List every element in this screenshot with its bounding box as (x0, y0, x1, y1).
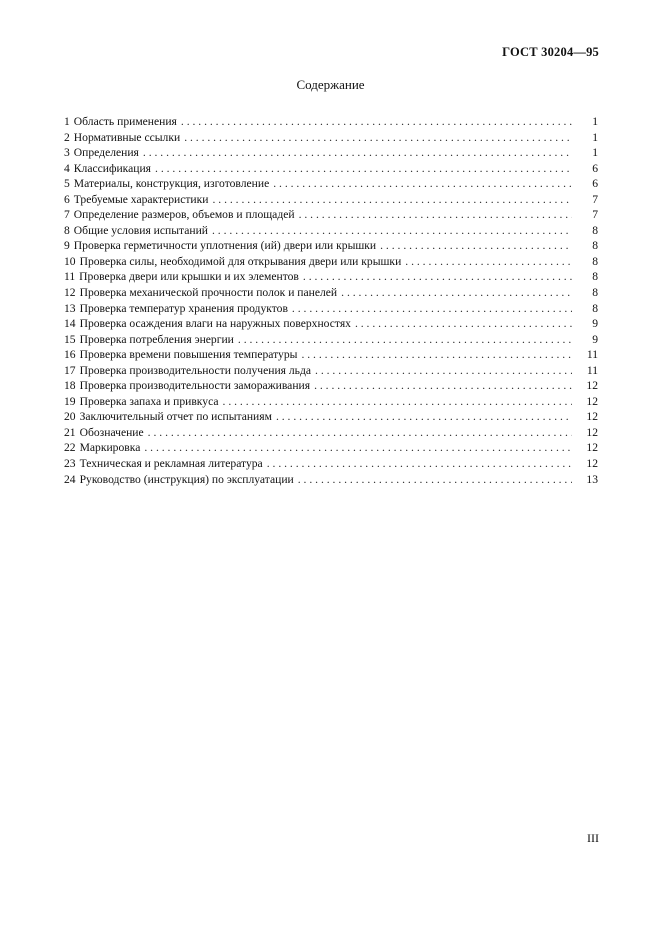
toc-entry-title: Проверка осаждения влаги на наружных поверхностях (79, 317, 351, 331)
toc-dot-leader (292, 301, 572, 316)
toc-entry-number: 4 (64, 161, 70, 175)
toc-entry-title: Техническая и рекламная литература (79, 457, 263, 471)
toc-dot-leader (155, 161, 572, 176)
toc-entry-title: Материалы, конструкция, изготовление (73, 177, 270, 191)
toc-entry-number: 14 (64, 317, 76, 331)
toc-entry-number: 17 (64, 363, 76, 377)
toc-entry-page: 12 (586, 379, 598, 393)
toc-entry-page: 8 (592, 301, 598, 315)
toc-dot-leader (299, 207, 572, 222)
toc-entry-page: 9 (592, 317, 598, 331)
toc-entry-page: 6 (592, 177, 598, 191)
toc-entry-number: 9 (64, 239, 70, 253)
toc-entry (64, 440, 598, 456)
toc-entry-title: Заключительный отчет по испытаниям (79, 410, 272, 424)
toc-entry-page: 8 (592, 270, 598, 284)
toc-dot-leader (276, 409, 572, 424)
toc-dot-leader (143, 145, 572, 160)
toc-entry (64, 394, 598, 410)
toc-entry-number: 2 (64, 130, 70, 144)
toc-dot-leader (212, 223, 572, 238)
toc-entry (64, 409, 598, 425)
table-of-contents (64, 114, 598, 487)
toc-entry (64, 145, 598, 161)
toc-entry-number: 16 (64, 348, 76, 362)
toc-entry-title: Проверка потребления энергии (79, 332, 234, 346)
toc-entry-page: 13 (586, 472, 598, 486)
toc-entry-title: Проверка механической прочности полок и панелей (79, 286, 338, 300)
toc-entry-page: 12 (586, 457, 598, 471)
document-code: ГОСТ 30204—95 (502, 45, 599, 59)
toc-entry (64, 161, 598, 177)
toc-entry-number: 15 (64, 332, 76, 346)
toc-entry (64, 207, 598, 223)
toc-entry-number: 5 (64, 177, 70, 191)
toc-entry-page: 8 (592, 239, 598, 253)
toc-entry-title: Проверка времени повышения температуры (79, 348, 298, 362)
toc-entry (64, 456, 598, 472)
toc-entry-number: 13 (64, 301, 76, 315)
toc-dot-leader (314, 378, 572, 393)
toc-entry-title: Маркировка (79, 441, 141, 455)
toc-title: Содержание (296, 77, 365, 92)
toc-entry (64, 316, 598, 332)
toc-entry-page: 12 (586, 410, 598, 424)
toc-dot-leader (355, 316, 572, 331)
toc-entry-page: 1 (592, 146, 598, 160)
toc-dot-leader (212, 192, 572, 207)
toc-dot-leader (184, 130, 572, 145)
toc-entry-number: 8 (64, 223, 70, 237)
toc-dot-leader (405, 254, 572, 269)
toc-entry (64, 269, 598, 285)
toc-entry-page: 8 (592, 254, 598, 268)
toc-entry-page: 7 (592, 192, 598, 206)
toc-entry-title: Нормативные ссылки (73, 130, 181, 144)
toc-entry (64, 114, 598, 130)
toc-entry (64, 332, 598, 348)
toc-entry-page: 1 (592, 130, 598, 144)
toc-entry (64, 192, 598, 208)
toc-entry-page: 11 (586, 363, 598, 377)
toc-entry-title: Определение размеров, объемов и площадей (73, 208, 295, 222)
toc-entry-number: 22 (64, 441, 76, 455)
toc-dot-leader (301, 347, 572, 362)
toc-entry-number: 21 (64, 425, 76, 439)
toc-entry-page: 8 (592, 286, 598, 300)
toc-entry (64, 472, 598, 488)
toc-entry-page: 6 (592, 161, 598, 175)
toc-entry-page: 12 (586, 425, 598, 439)
toc-dot-leader (238, 332, 572, 347)
toc-entry (64, 425, 598, 441)
toc-entry-number: 1 (64, 115, 70, 128)
toc-entry-page: 12 (586, 441, 598, 455)
toc-dot-leader (298, 472, 572, 487)
toc-entry-number: 24 (64, 472, 76, 486)
toc-entry-page: 8 (592, 223, 598, 237)
toc-dot-leader (273, 176, 572, 191)
toc-entry-number: 10 (64, 254, 76, 268)
page-number: III (587, 831, 599, 845)
toc-dot-leader (181, 114, 572, 129)
toc-dot-leader (380, 238, 572, 253)
toc-dot-leader (267, 456, 572, 471)
toc-entry-title: Обозначение (79, 425, 144, 439)
toc-entry-page: 11 (586, 348, 598, 362)
toc-entry (64, 378, 598, 394)
toc-entry-title: Проверка производительности получения льда (79, 363, 312, 377)
toc-entry-title: Проверка температур хранения продуктов (79, 301, 288, 315)
toc-dot-leader (341, 285, 572, 300)
toc-entry-title: Проверка запаха и привкуса (79, 394, 219, 408)
toc-entry-number: 12 (64, 286, 76, 300)
toc-entry-page: 1 (592, 115, 598, 128)
toc-entry (64, 130, 598, 146)
toc-entry (64, 238, 598, 254)
toc-entry (64, 176, 598, 192)
toc-entry-title: Область применения (73, 115, 177, 128)
toc-entry (64, 347, 598, 363)
toc-entry (64, 285, 598, 301)
toc-entry-number: 18 (64, 379, 76, 393)
toc-entry-title: Проверка производительности замораживания (79, 379, 311, 393)
toc-entry-number: 19 (64, 394, 76, 408)
toc-entry (64, 254, 598, 270)
toc-entry-number: 20 (64, 410, 76, 424)
toc-entry-number: 23 (64, 457, 76, 471)
toc-dot-leader (315, 363, 572, 378)
toc-dot-leader (144, 440, 572, 455)
toc-entry-title: Определения (73, 146, 139, 160)
toc-entry-page: 9 (592, 332, 598, 346)
toc-entry-title: Требуемые характеристики (73, 192, 209, 206)
toc-entry-title: Проверка двери или крышки и их элементов (79, 270, 299, 284)
toc-entry-number: 6 (64, 192, 70, 206)
toc-entry-title: Общие условия испытаний (73, 223, 208, 237)
toc-dot-leader (148, 425, 572, 440)
toc-entry-title: Проверка герметичности уплотнения (ий) двери или крышки (73, 239, 377, 253)
toc-dot-leader (223, 394, 572, 409)
toc-entry-page: 7 (592, 208, 598, 222)
toc-entry-number: 11 (64, 270, 76, 284)
toc-entry (64, 363, 598, 379)
toc-entry-number: 7 (64, 208, 70, 222)
toc-entry-page: 12 (586, 394, 598, 408)
toc-entry-title: Руководство (инструкция) по эксплуатации (79, 472, 294, 486)
toc-entry (64, 301, 598, 317)
toc-dot-leader (303, 269, 572, 284)
toc-entry-title: Проверка силы, необходимой для открывания двери или крышки (79, 254, 402, 268)
toc-entry-title: Классификация (73, 161, 152, 175)
toc-entry-number: 3 (64, 146, 70, 160)
toc-entry (64, 223, 598, 239)
